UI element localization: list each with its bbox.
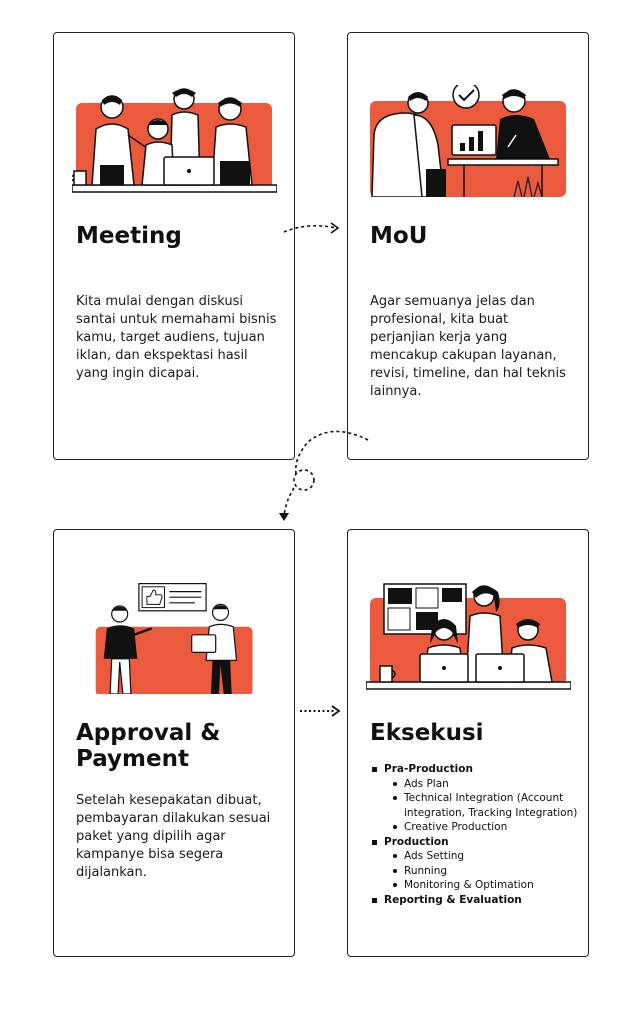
- step-title: MoU: [370, 223, 428, 249]
- arrow-mou-to-approval: [272, 428, 372, 526]
- step-card-mou: [347, 32, 589, 460]
- arrow-meeting-to-mou: [282, 218, 342, 240]
- task-item: Ads Plan: [404, 777, 585, 792]
- task-item: Creative Production: [404, 820, 585, 835]
- step-description: Agar semuanya jelas dan profesional, kita buat perjanjian kerja yang mencakup cakupan layanan, revisi, timeline, dan hal teknis lainnya.: [370, 294, 566, 399]
- execution-illustration: [366, 582, 571, 694]
- task-item: Monitoring & Optimation: [404, 878, 585, 893]
- step-description: Setelah kesepakatan dibuat, pembayaran dilakukan sesuai paket yang dipilih agar kampanye bisa segera dijalankan.: [76, 793, 271, 880]
- task-item: Technical Integration (Account integration, Tracking Integration): [404, 791, 585, 820]
- task-group-label: Production: [370, 835, 585, 850]
- task-group: [370, 835, 585, 893]
- approval-illustration: [72, 582, 277, 694]
- step-title: Meeting: [76, 223, 182, 249]
- task-group-label: Pra-Production: [370, 762, 585, 777]
- agreement-illustration: [366, 85, 571, 197]
- step-title: Approval & Payment: [76, 720, 221, 772]
- task-item: Running: [404, 864, 585, 879]
- step-title: Eksekusi: [370, 720, 484, 746]
- execution-task-list: [370, 762, 585, 907]
- step-card-meeting: [53, 32, 295, 460]
- team-meeting-illustration: [72, 85, 277, 197]
- task-group: [370, 762, 585, 835]
- task-group-label: Reporting & Evaluation: [370, 893, 585, 908]
- step-card-eksekusi: [347, 529, 589, 957]
- task-group: [370, 893, 585, 908]
- step-description: Kita mulai dengan diskusi santai untuk memahami bisnis kamu, target audiens, tujuan iklan, dan ekspektasi hasil yang ingin dicapai.: [76, 294, 277, 381]
- step-card-approval-payment: [53, 529, 295, 957]
- task-item: Ads Setting: [404, 849, 585, 864]
- arrow-approval-to-eksekusi: [298, 703, 342, 719]
